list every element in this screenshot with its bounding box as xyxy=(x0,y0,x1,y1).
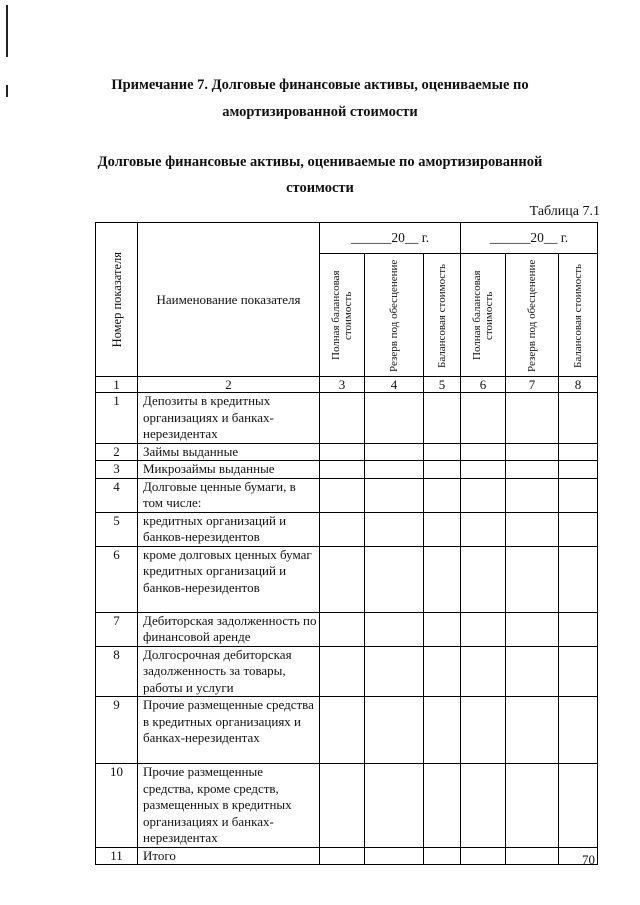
header-full-value-2 xyxy=(461,254,506,377)
value-cell xyxy=(320,764,365,848)
value-cell xyxy=(461,612,506,646)
value-cell xyxy=(424,847,461,865)
row-number: 4 xyxy=(96,478,138,512)
row-number: 2 xyxy=(96,443,138,461)
value-cell xyxy=(461,697,506,764)
value-cell xyxy=(424,697,461,764)
value-cell xyxy=(506,443,559,461)
column-index: 2 xyxy=(138,377,320,393)
value-cell xyxy=(424,546,461,612)
value-cell xyxy=(559,697,598,764)
row-number: 9 xyxy=(96,697,138,764)
column-index: 3 xyxy=(320,377,365,393)
table-row xyxy=(96,478,598,512)
value-cell xyxy=(461,847,506,865)
value-cell xyxy=(424,443,461,461)
header-reserve-2-text: Резерв под обесценение xyxy=(526,258,538,372)
value-cell xyxy=(461,764,506,848)
row-name: Прочие размещенные средства, кроме средств, размещенных в кредитных организациях и банках-нерезидентах xyxy=(138,764,320,848)
header-period-1: ______20__ г. xyxy=(320,223,461,254)
row-name: Долгосрочная дебиторская задолженность за товары, работы и услуги xyxy=(138,646,320,697)
column-index: 4 xyxy=(365,377,424,393)
value-cell xyxy=(506,393,559,444)
value-cell xyxy=(506,478,559,512)
column-index-row xyxy=(96,377,598,393)
value-cell xyxy=(559,461,598,479)
value-cell xyxy=(559,764,598,848)
row-name: Итого xyxy=(138,847,320,865)
row-number: 5 xyxy=(96,512,138,546)
value-cell xyxy=(461,461,506,479)
header-balance-2-text: Балансовая стоимость xyxy=(572,262,584,368)
header-number xyxy=(96,223,138,377)
header-name xyxy=(138,223,320,377)
row-name: кредитных организаций и банков-нерезидентов xyxy=(138,512,320,546)
header-full-value-1 xyxy=(320,254,365,377)
table-row xyxy=(96,393,598,444)
value-cell xyxy=(506,461,559,479)
row-number: 7 xyxy=(96,612,138,646)
table-row xyxy=(96,443,598,461)
value-cell xyxy=(461,646,506,697)
table-row xyxy=(96,646,598,697)
note-heading-line1: Примечание 7. Долговые финансовые активы, оцениваемые по xyxy=(111,77,529,93)
margin-line-top xyxy=(6,5,8,57)
value-cell xyxy=(320,461,365,479)
value-cell xyxy=(461,546,506,612)
column-index: 8 xyxy=(559,377,598,393)
header-number-text: Номер показателя xyxy=(109,251,124,348)
row-name: Займы выданные xyxy=(138,443,320,461)
value-cell xyxy=(461,393,506,444)
value-cell xyxy=(365,393,424,444)
value-cell xyxy=(365,478,424,512)
value-cell xyxy=(559,393,598,444)
header-reserve-2 xyxy=(506,254,559,377)
page-number: 70 xyxy=(582,852,595,867)
value-cell xyxy=(320,393,365,444)
value-cell xyxy=(365,646,424,697)
table-row xyxy=(96,461,598,479)
value-cell xyxy=(506,612,559,646)
header-reserve-1-text: Резерв под обесценение xyxy=(388,258,400,372)
value-cell xyxy=(506,646,559,697)
value-cell xyxy=(320,646,365,697)
header-name-text: Наименование показателя xyxy=(156,291,301,307)
table-row xyxy=(96,546,598,612)
value-cell xyxy=(365,764,424,848)
value-cell xyxy=(320,612,365,646)
column-index: 6 xyxy=(461,377,506,393)
header-period-2: ______20__ г. xyxy=(461,223,598,254)
value-cell xyxy=(320,512,365,546)
value-cell xyxy=(365,546,424,612)
value-cell xyxy=(506,764,559,848)
row-name: Прочие размещенные средства в кредитных организациях и банках-нерезидентах xyxy=(138,697,320,764)
row-name: Дебиторская задолженность по финансовой аренде xyxy=(138,612,320,646)
value-cell xyxy=(320,478,365,512)
value-cell xyxy=(424,512,461,546)
value-cell xyxy=(424,461,461,479)
value-cell xyxy=(320,847,365,865)
column-index: 1 xyxy=(96,377,138,393)
row-number: 6 xyxy=(96,546,138,612)
value-cell xyxy=(461,512,506,546)
header-balance-2 xyxy=(559,254,598,377)
table-row xyxy=(96,512,598,546)
value-cell xyxy=(461,478,506,512)
value-cell xyxy=(320,546,365,612)
value-cell xyxy=(365,612,424,646)
table-row xyxy=(96,847,598,865)
value-cell xyxy=(506,546,559,612)
value-cell xyxy=(559,546,598,612)
note-heading-line2: амортизированной стоимости xyxy=(222,104,418,120)
value-cell xyxy=(506,697,559,764)
value-cell xyxy=(365,697,424,764)
row-name: Микрозаймы выданные xyxy=(138,461,320,479)
value-cell xyxy=(365,512,424,546)
header-full-value-1-text: Полная балансовая стоимость xyxy=(330,270,354,360)
table-row xyxy=(96,612,598,646)
column-index: 5 xyxy=(424,377,461,393)
row-number: 10 xyxy=(96,764,138,848)
value-cell xyxy=(424,764,461,848)
header-balance-1 xyxy=(424,254,461,377)
row-number: 1 xyxy=(96,393,138,444)
value-cell xyxy=(559,512,598,546)
value-cell xyxy=(320,697,365,764)
table-row xyxy=(96,764,598,848)
header-reserve-1 xyxy=(365,254,424,377)
table-heading-line2: стоимости xyxy=(286,180,354,196)
value-cell xyxy=(559,443,598,461)
value-cell xyxy=(506,512,559,546)
table-heading-line1: Долговые финансовые активы, оцениваемые по амортизированной xyxy=(97,154,543,170)
value-cell xyxy=(424,646,461,697)
table-label: Таблица 7.1 xyxy=(529,204,600,219)
value-cell xyxy=(559,646,598,697)
value-cell xyxy=(461,443,506,461)
value-cell xyxy=(559,478,598,512)
value-cell xyxy=(365,847,424,865)
row-name: кроме долговых ценных бумаг кредитных организаций и банков-нерезидентов xyxy=(138,546,320,612)
row-number: 3 xyxy=(96,461,138,479)
value-cell xyxy=(365,443,424,461)
value-cell xyxy=(320,443,365,461)
value-cell xyxy=(424,612,461,646)
column-index: 7 xyxy=(506,377,559,393)
table-row xyxy=(96,697,598,764)
header-balance-1-text: Балансовая стоимость xyxy=(436,262,448,368)
value-cell xyxy=(424,393,461,444)
row-name: Депозиты в кредитных организациях и банках-нерезидентах xyxy=(138,393,320,444)
value-cell xyxy=(506,847,559,865)
assets-table xyxy=(95,222,598,865)
header-full-value-2-text: Полная балансовая стоимость xyxy=(471,270,495,360)
row-name: Долговые ценные бумаги, в том числе: xyxy=(138,478,320,512)
value-cell xyxy=(559,612,598,646)
row-number: 8 xyxy=(96,646,138,697)
value-cell xyxy=(424,478,461,512)
value-cell xyxy=(365,461,424,479)
row-number: 11 xyxy=(96,847,138,865)
